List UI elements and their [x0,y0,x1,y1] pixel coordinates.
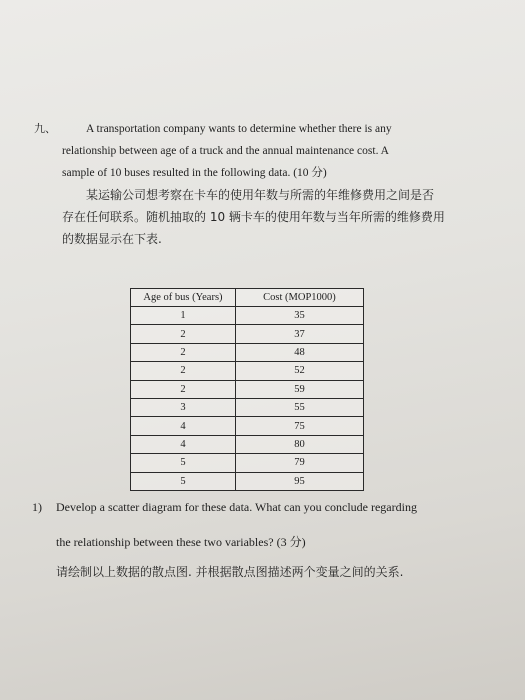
column-header-age: Age of bus (Years) [131,289,236,307]
cost-cell: 80 [236,435,364,453]
age-cell: 1 [131,307,236,325]
table-row [131,343,364,361]
cost-cell: 55 [236,398,364,416]
question-chinese-line: 存在任何联系。随机抽取的 10 辆卡车的使用年数与当年所需的维修费用 [62,210,445,224]
sub-question-number: 1) [32,500,42,514]
cost-cell: 48 [236,343,364,361]
cost-cell: 95 [236,472,364,490]
question-english-line: relationship between age of a truck and the annual maintenance cost. A [62,145,389,157]
question-chinese [34,184,494,250]
age-cell: 2 [131,380,236,398]
sub-question-chinese-line: 请绘制以上数据的散点图. 并根据散点图描述两个变量之间的关系. [56,565,404,579]
table-row [131,362,364,380]
question-number: 九、 [34,123,56,135]
table-header-row [131,289,364,307]
cost-cell: 52 [236,362,364,380]
age-cell: 4 [131,417,236,435]
cost-cell: 79 [236,454,364,472]
question-chinese-line: 的数据显示在下表. [62,232,162,246]
question-english [34,118,494,184]
table-row [131,454,364,472]
sub-question-english-line: the relationship between these two variables? (3 分) [56,535,306,549]
age-cell: 2 [131,343,236,361]
table-row [131,435,364,453]
age-cell: 4 [131,435,236,453]
age-cell: 2 [131,325,236,343]
age-cell: 3 [131,398,236,416]
cost-cell: 59 [236,380,364,398]
table-row [131,325,364,343]
table-row [131,307,364,325]
question-english-line: A transportation company wants to determine whether there is any [86,123,392,135]
column-header-cost: Cost (MOP1000) [236,289,364,307]
table-row [131,398,364,416]
table-row [131,472,364,490]
cost-cell: 75 [236,417,364,435]
sub-question [32,496,502,583]
age-cell: 2 [131,362,236,380]
table-row [131,380,364,398]
cost-cell: 35 [236,307,364,325]
question-block [34,118,494,250]
age-cell: 5 [131,472,236,490]
data-table [130,288,364,491]
age-cell: 5 [131,454,236,472]
table-row [131,417,364,435]
question-english-line: sample of 10 buses resulted in the following data. (10 分) [62,167,327,179]
cost-cell: 37 [236,325,364,343]
question-chinese-line: 某运输公司想考察在卡车的使用年数与所需的年维修费用之间是否 [86,188,435,202]
sub-question-english-line: Develop a scatter diagram for these data. What can you conclude regarding [56,500,417,514]
